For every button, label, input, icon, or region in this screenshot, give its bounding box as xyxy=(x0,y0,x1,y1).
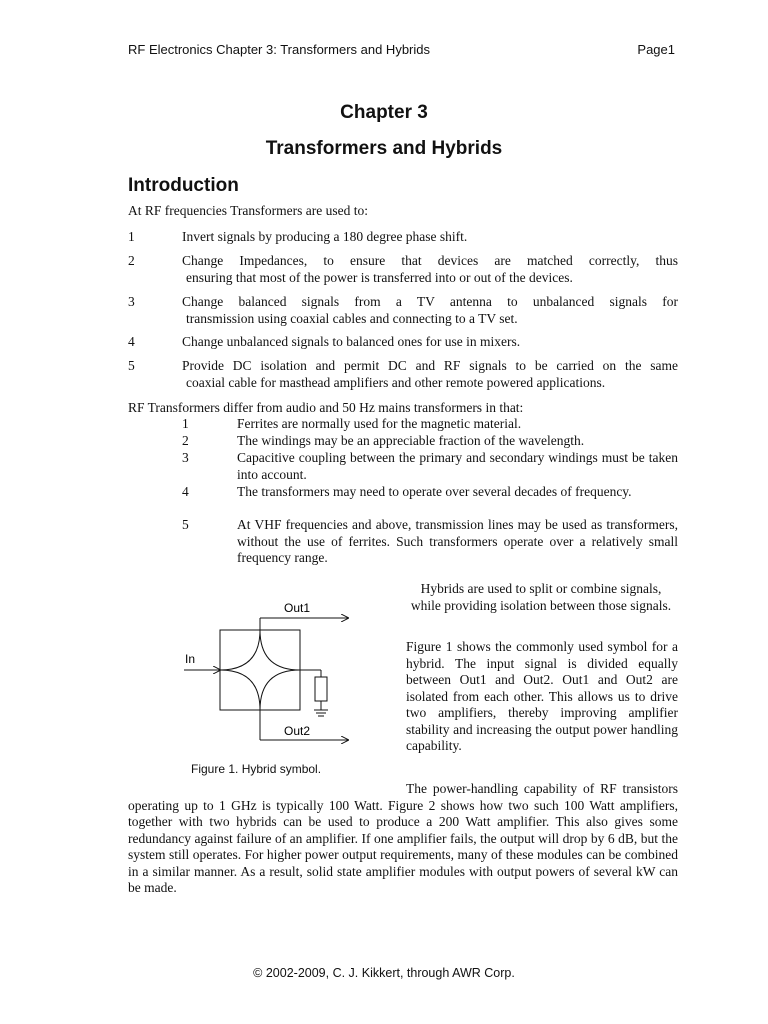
list-text: Provide DC isolation and permit DC and RF signals to be carried on the same xyxy=(182,358,678,373)
list-number: 5 xyxy=(182,517,189,532)
label-in: In xyxy=(185,652,196,666)
list-text-continued: coaxial cable for masthead amplifiers and other remote powered applications. xyxy=(186,374,606,390)
figure-caption: Figure 1. Hybrid symbol. xyxy=(191,762,322,776)
list-number: 3 xyxy=(128,294,135,309)
list-number: 3 xyxy=(182,450,189,465)
list-text: At VHF frequencies and above, transmission lines may be used as transformers, without the use of ferrites. Such transformers operate over a relatively small frequency range. xyxy=(237,517,678,565)
hybrid-symbol-figure xyxy=(180,598,370,748)
hybrid-symbol-diagram xyxy=(180,598,370,748)
intro-lead: At RF frequencies Transformers are used to: xyxy=(128,203,368,218)
list-number: 5 xyxy=(128,358,135,373)
list-text: The transformers may need to operate over several decades of frequency. xyxy=(237,484,632,499)
list-text: Invert signals by producing a 180 degree phase shift. xyxy=(182,229,468,244)
figure1-description: Figure 1 shows the commonly used symbol for a hybrid. The input signal is divided equally between Out1 and Out2. Out1 and Out2 are isolated from each other. This allows us to drive two amplifiers, thereby improving amplifier stability and increasing the output power handling capability. xyxy=(406,639,678,753)
hybrid-box xyxy=(220,630,300,710)
list-number: 4 xyxy=(182,484,189,499)
hybrid-intro: Hybrids are used to split or combine signals, while providing isolation between those signals. xyxy=(410,581,672,613)
header-page-number: Page1 xyxy=(637,42,675,57)
list-text: Ferrites are normally used for the magnetic material. xyxy=(237,416,522,431)
list-text: Change balanced signals from a TV antenna to unbalanced signals for xyxy=(182,294,678,309)
label-out2: Out2 xyxy=(284,724,311,738)
power-paragraph: The power-handling capability of RF transistors operating up to 1 GHz is typically 100 Watt. Figure 2 shows how two such 100 Watt amplifiers, together with two hybrids can be used to produce a 200 Watt amplifier. This also gives some redundancy against failure of an amplifier. If one amplifier fails, the output will drop by 6 dB, but the system still operates. For higher power output requirements, many of these modules can be combined in a similar manner. As a result, solid state amplifier modules with output powers of several kW can be made. xyxy=(128,781,678,895)
list-number: 1 xyxy=(128,229,135,244)
chapter-number: Chapter 3 xyxy=(340,102,428,123)
termination-resistor xyxy=(315,677,327,701)
differ-lead: RF Transformers differ from audio and 50 Hz mains transformers in that: xyxy=(128,400,524,415)
chapter-title: Transformers and Hybrids xyxy=(265,138,503,159)
list-text-continued: transmission using coaxial cables and connecting to a TV set. xyxy=(186,310,518,326)
list-number: 4 xyxy=(128,334,135,349)
header-title: RF Electronics Chapter 3: Transformers and Hybrids xyxy=(128,42,430,57)
footer-copyright: © 2002-2009, C. J. Kikkert, through AWR Corp. xyxy=(253,966,515,980)
list-text: The windings may be an appreciable fraction of the wavelength. xyxy=(237,433,585,448)
list-text: Change unbalanced signals to balanced ones for use in mixers. xyxy=(182,334,521,349)
hybrid-core xyxy=(220,630,300,710)
list-text: Change Impedances, to ensure that devices are matched correctly, thus xyxy=(182,253,678,268)
list-number: 1 xyxy=(182,416,189,431)
list-text-continued: ensuring that most of the power is transferred into or out of the devices. xyxy=(186,269,573,285)
list-number: 2 xyxy=(128,253,135,268)
section-heading: Introduction xyxy=(128,175,239,196)
list-number: 2 xyxy=(182,433,189,448)
label-out1: Out1 xyxy=(284,601,311,615)
list-text: Capacitive coupling between the primary and secondary windings must be taken into account. xyxy=(237,450,678,482)
